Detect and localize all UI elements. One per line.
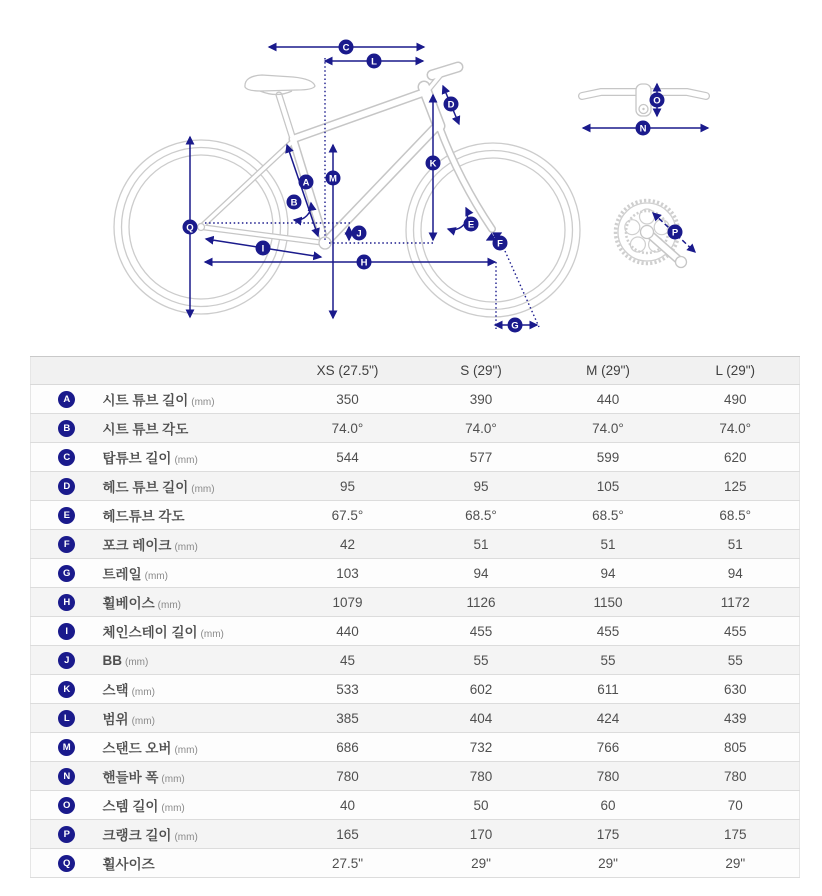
- spec-value: 70: [672, 791, 800, 820]
- spec-value: 105: [545, 472, 672, 501]
- spec-label: 체인스테이 길이: [102, 625, 198, 640]
- spec-label: 크랭크 길이: [102, 828, 172, 843]
- row-label-cell: [103, 704, 278, 733]
- svg-text:J: J: [356, 228, 362, 240]
- spec-value: 533: [278, 675, 418, 704]
- table-row: [31, 559, 800, 588]
- size-column-header: S (29"): [418, 357, 545, 385]
- spec-value: 125: [672, 472, 800, 501]
- row-letter-badge: Q: [58, 855, 75, 872]
- svg-text:O: O: [653, 95, 661, 107]
- spec-value: 67.5°: [278, 501, 418, 530]
- spec-value: 94: [418, 559, 545, 588]
- spec-value: 732: [418, 733, 545, 762]
- spec-value: 440: [545, 385, 672, 414]
- spec-label: 휠사이즈: [102, 857, 155, 872]
- spec-label: 휠베이스: [102, 596, 155, 611]
- svg-text:B: B: [290, 197, 298, 209]
- diagram-badge-K: [426, 156, 441, 171]
- stem-bolt-center: [642, 108, 644, 110]
- row-badge-cell: [31, 704, 103, 733]
- spec-value: 51: [418, 530, 545, 559]
- diagram-badge-Q: [183, 220, 198, 235]
- spec-value: 611: [545, 675, 672, 704]
- spec-value: 55: [418, 646, 545, 675]
- diagram-badge-C: [339, 40, 354, 55]
- spec-value: 103: [278, 559, 418, 588]
- table-row: [31, 617, 800, 646]
- row-label-cell: [103, 820, 278, 849]
- diagram-badge-I: [256, 241, 271, 256]
- spec-value: 94: [545, 559, 672, 588]
- spec-value: 805: [672, 733, 800, 762]
- row-label-cell: [103, 617, 278, 646]
- row-label-cell: [103, 385, 278, 414]
- row-letter-badge: E: [58, 507, 75, 524]
- spec-label: 헤드튜브 각도: [102, 509, 185, 524]
- spec-unit: (mm): [161, 774, 185, 785]
- spec-value: 95: [278, 472, 418, 501]
- spec-value: 455: [418, 617, 545, 646]
- spec-value: 439: [672, 704, 800, 733]
- row-badge-cell: [31, 559, 103, 588]
- svg-text:I: I: [261, 243, 265, 255]
- spec-unit: (mm): [131, 716, 155, 727]
- row-letter-badge: F: [58, 536, 75, 553]
- row-letter-badge: G: [58, 565, 75, 582]
- row-letter-badge: H: [58, 594, 75, 611]
- crank-spindle: [641, 226, 654, 239]
- geometry-table-body: [31, 385, 800, 878]
- spec-value: 51: [545, 530, 672, 559]
- spec-label: 헤드 튜브 길이: [102, 480, 189, 495]
- table-row: [31, 791, 800, 820]
- table-row: [31, 704, 800, 733]
- spec-label: 시트 튜브 각도: [102, 422, 189, 437]
- spec-value: 599: [545, 443, 672, 472]
- spec-label: 스탠드 오버: [102, 741, 172, 756]
- row-letter-badge: M: [58, 739, 75, 756]
- spec-unit: (mm): [161, 803, 185, 814]
- spec-label: 탑튜브 길이: [102, 451, 172, 466]
- size-column-header: L (29"): [672, 357, 800, 385]
- spec-label: 스택: [102, 683, 129, 698]
- row-label-cell: [103, 849, 278, 878]
- spec-unit: (mm): [125, 656, 149, 668]
- table-row: [31, 443, 800, 472]
- spec-value: 385: [278, 704, 418, 733]
- spec-unit: (mm): [174, 832, 198, 843]
- diagram-badge-J: [352, 226, 367, 241]
- svg-text:G: G: [511, 320, 519, 332]
- row-badge-cell: [31, 762, 103, 791]
- svg-text:A: A: [302, 177, 310, 189]
- spec-value: 27.5": [278, 849, 418, 878]
- spec-value: 780: [278, 762, 418, 791]
- row-badge-cell: [31, 820, 103, 849]
- row-badge-cell: [31, 733, 103, 762]
- spec-unit: (mm): [157, 600, 181, 611]
- diagram-badge-M: [326, 171, 341, 186]
- table-row: [31, 675, 800, 704]
- row-letter-badge: J: [58, 652, 75, 669]
- spec-unit: (mm): [174, 745, 198, 756]
- spec-value: 51: [672, 530, 800, 559]
- spec-unit: (mm): [131, 687, 155, 698]
- spec-value: 577: [418, 443, 545, 472]
- spec-label: 시트 튜브 길이: [102, 393, 189, 408]
- pedal-boss: [676, 257, 687, 268]
- spec-value: 74.0°: [672, 414, 800, 443]
- table-row: [31, 849, 800, 878]
- spec-value: 40: [278, 791, 418, 820]
- spec-value: 45: [278, 646, 418, 675]
- diagram-badge-B: [287, 195, 302, 210]
- diagram-badge-G: [508, 318, 523, 333]
- spec-value: 1172: [672, 588, 800, 617]
- spec-unit: (mm): [174, 542, 198, 553]
- spec-value: 29": [672, 849, 800, 878]
- diagram-badge-O: [650, 93, 665, 108]
- table-row: [31, 414, 800, 443]
- row-letter-badge: A: [58, 391, 75, 408]
- spec-value: 766: [545, 733, 672, 762]
- row-badge-cell: [31, 530, 103, 559]
- row-letter-badge: P: [58, 826, 75, 843]
- spec-value: 175: [672, 820, 800, 849]
- spec-value: 490: [672, 385, 800, 414]
- row-label-cell: [103, 588, 278, 617]
- spec-value: 74.0°: [278, 414, 418, 443]
- row-letter-badge: N: [58, 768, 75, 785]
- row-label-cell: [103, 530, 278, 559]
- table-row: [31, 501, 800, 530]
- spec-value: 455: [545, 617, 672, 646]
- spec-value: 74.0°: [418, 414, 545, 443]
- table-row: [31, 385, 800, 414]
- diagram-badge-A: [299, 175, 314, 190]
- svg-text:F: F: [497, 238, 503, 250]
- table-row: [31, 588, 800, 617]
- row-badge-cell: [31, 443, 103, 472]
- row-badge-cell: [31, 791, 103, 820]
- row-label-cell: [103, 443, 278, 472]
- spec-value: 94: [672, 559, 800, 588]
- row-badge-cell: [31, 472, 103, 501]
- row-badge-cell: [31, 617, 103, 646]
- spec-value: 780: [545, 762, 672, 791]
- size-column-header: M (29"): [545, 357, 672, 385]
- diagram-badge-P: [668, 225, 683, 240]
- row-label-cell: [103, 414, 278, 443]
- spec-value: 350: [278, 385, 418, 414]
- row-letter-badge: C: [58, 449, 75, 466]
- svg-text:L: L: [371, 56, 377, 68]
- size-column-header: XS (27.5"): [278, 357, 418, 385]
- row-label-cell: [103, 675, 278, 704]
- row-letter-badge: I: [58, 623, 75, 640]
- spec-value: 175: [545, 820, 672, 849]
- spec-label: 스템 길이: [102, 799, 159, 814]
- row-letter-badge: B: [58, 420, 75, 437]
- diagram-badge-N: [636, 121, 651, 136]
- row-badge-cell: [31, 385, 103, 414]
- spec-value: 1079: [278, 588, 418, 617]
- svg-text:P: P: [671, 227, 679, 239]
- svg-text:C: C: [342, 42, 350, 54]
- spec-value: 165: [278, 820, 418, 849]
- svg-text:D: D: [447, 99, 455, 111]
- spec-value: 780: [672, 762, 800, 791]
- row-badge-cell: [31, 414, 103, 443]
- row-letter-badge: K: [58, 681, 75, 698]
- saddle: [245, 75, 315, 91]
- row-label-cell: [103, 791, 278, 820]
- row-label-cell: [103, 559, 278, 588]
- bike-geometry-svg: [0, 0, 822, 352]
- row-badge-cell: [31, 675, 103, 704]
- spec-value: 60: [545, 791, 672, 820]
- row-label-cell: [103, 472, 278, 501]
- row-letter-badge: D: [58, 478, 75, 495]
- table-row: [31, 733, 800, 762]
- svg-text:E: E: [467, 219, 475, 231]
- svg-text:Q: Q: [186, 222, 194, 234]
- spec-label: 트레일: [102, 567, 142, 582]
- spec-value: 42: [278, 530, 418, 559]
- spec-value: 55: [672, 646, 800, 675]
- spec-value: 440: [278, 617, 418, 646]
- spec-value: 620: [672, 443, 800, 472]
- spec-value: 50: [418, 791, 545, 820]
- svg-text:K: K: [429, 158, 437, 170]
- spec-value: 686: [278, 733, 418, 762]
- bike-geometry-diagram: [0, 0, 822, 352]
- spec-unit: (mm): [174, 455, 198, 466]
- svg-text:N: N: [639, 123, 647, 135]
- spec-value: 68.5°: [545, 501, 672, 530]
- table-row: [31, 646, 800, 675]
- spec-label: 범위: [102, 712, 129, 727]
- spec-value: 55: [545, 646, 672, 675]
- spec-value: 390: [418, 385, 545, 414]
- spec-value: 544: [278, 443, 418, 472]
- spec-value: 1126: [418, 588, 545, 617]
- table-row: [31, 762, 800, 791]
- row-badge-cell: [31, 588, 103, 617]
- spec-value: 29": [545, 849, 672, 878]
- spec-unit: (mm): [200, 629, 224, 640]
- rear-axle: [198, 224, 205, 231]
- spec-unit: (mm): [191, 484, 215, 495]
- spec-value: 404: [418, 704, 545, 733]
- row-label-cell: [103, 501, 278, 530]
- table-row: [31, 472, 800, 501]
- geometry-table: [30, 356, 800, 878]
- spec-label: 핸들바 폭: [102, 770, 159, 785]
- diagram-badge-H: [357, 255, 372, 270]
- svg-text:M: M: [329, 173, 337, 185]
- spec-value: 68.5°: [418, 501, 545, 530]
- diagram-badge-L: [367, 54, 382, 69]
- diagram-badge-D: [444, 97, 459, 112]
- spec-value: 780: [418, 762, 545, 791]
- geometry-table-header: [31, 357, 800, 385]
- spec-value: 424: [545, 704, 672, 733]
- spec-unit: (mm): [144, 571, 168, 582]
- spec-value: 630: [672, 675, 800, 704]
- spec-value: 68.5°: [672, 501, 800, 530]
- row-label-cell: [103, 762, 278, 791]
- svg-text:H: H: [360, 257, 368, 269]
- spec-label: 포크 레이크: [102, 538, 172, 553]
- row-badge-cell: [31, 849, 103, 878]
- table-row: [31, 530, 800, 559]
- spec-value: 1150: [545, 588, 672, 617]
- spec-value: 74.0°: [545, 414, 672, 443]
- spec-value: 170: [418, 820, 545, 849]
- table-row: [31, 820, 800, 849]
- diagram-badge-F: [493, 236, 508, 251]
- spec-name-header: [31, 357, 278, 385]
- diagram-badge-E: [464, 217, 479, 232]
- spec-value: 95: [418, 472, 545, 501]
- spec-label: BB: [102, 652, 122, 668]
- row-badge-cell: [31, 646, 103, 675]
- row-letter-badge: L: [58, 710, 75, 727]
- spec-value: 455: [672, 617, 800, 646]
- spec-unit: (mm): [191, 397, 215, 408]
- row-letter-badge: O: [58, 797, 75, 814]
- row-label-cell: [103, 733, 278, 762]
- spec-value: 602: [418, 675, 545, 704]
- row-label-cell: [103, 646, 278, 675]
- spec-value: 29": [418, 849, 545, 878]
- row-badge-cell: [31, 501, 103, 530]
